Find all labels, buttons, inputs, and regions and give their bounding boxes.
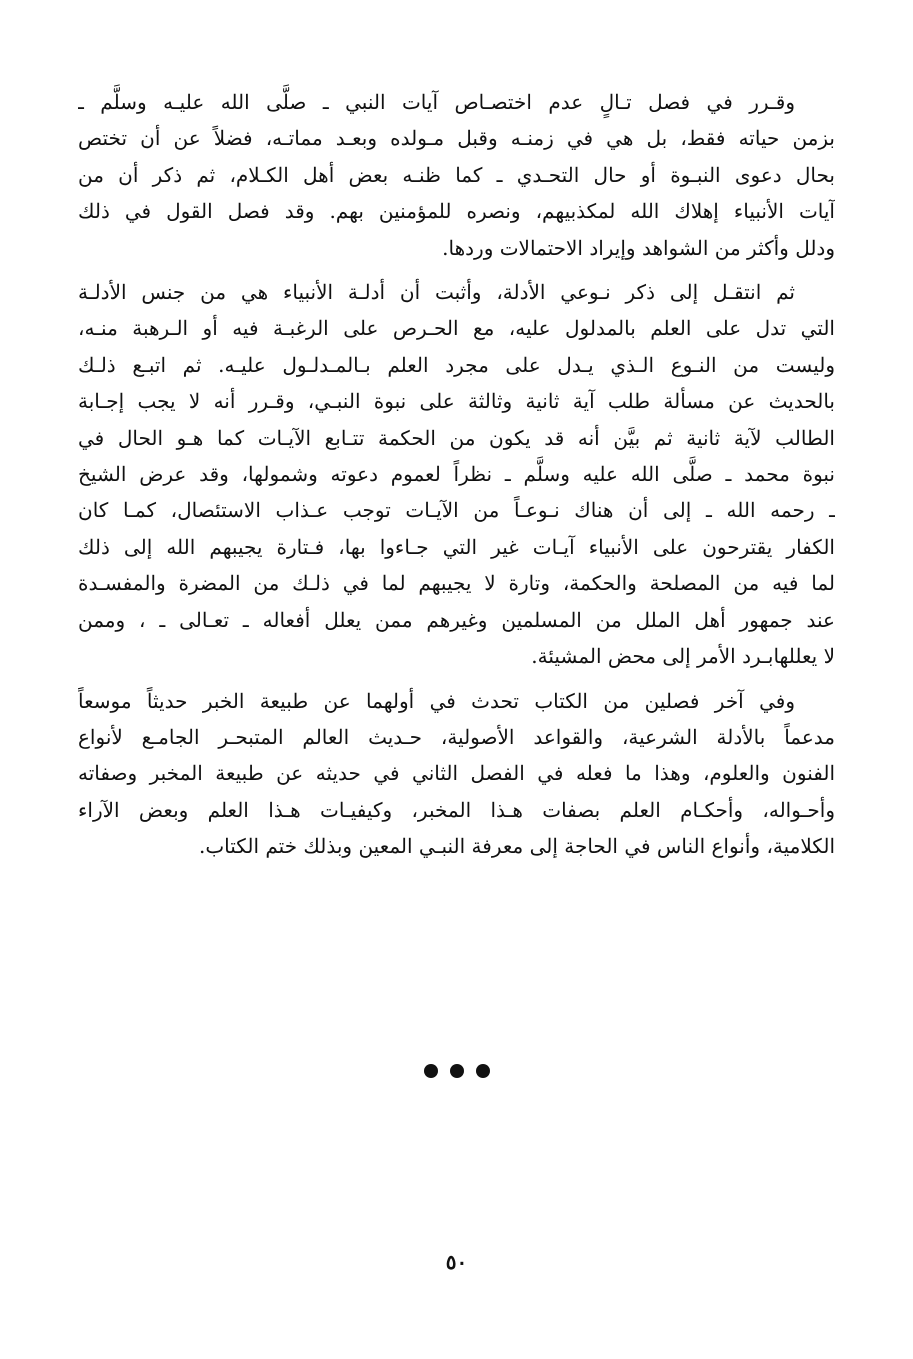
paragraph-1 (78, 84, 835, 266)
text-line: التي تدل على العلم بالمدلول عليه، مع الحـرص على الرغبـة فيه أو الـرهبة منـه، (78, 316, 835, 341)
page-number: ٥٠ (445, 1250, 468, 1274)
text-line: الكلامية، وأنواع الناس في الحاجة إلى معرفة النبـي المعين وبذلك ختم الكتاب. (198, 834, 835, 859)
text-line: ـ رحمه الله ـ إلى أن هناك نـوعـاً من الآيـات توجب عـذاب الاستئصال، كمـا كان (78, 498, 835, 523)
text-line: الكفار يقترحون على الأنبياء آيـات غير التي جـاءوا بها، فـتارة يجيبهم الله إلى ذلك (78, 534, 835, 559)
text-line: الطالب لآية ثانية ثم بيَّن أنه قد يكون من الحكمة تتـابع الآيـات كما هـو الحال في (78, 425, 835, 450)
text-line: بزمن حياته فقط، بل هي في زمنـه وقبل مـولده وبعـد مماتـه، فضلاً عن أن تختص (78, 126, 835, 151)
section-divider-ornament (0, 1064, 913, 1078)
paragraph-3 (78, 683, 835, 865)
text-line: وأحـواله، وأحكـام العلم بصفات هـذا المخبر، وكيفيـات هـذا العلم وبعض الآراء (78, 797, 835, 822)
text-line: آيات الأنبياء إهلاك الله لمكذبيهم، ونصره للمؤمنين بهم. وقد فصل القول في ذلك (78, 199, 835, 224)
text-line: وفي آخر فصلين من الكتاب تحدث في أولهما عن طبيعة الخبر حديثاً موسعاً (78, 688, 795, 713)
text-line: عند جمهور أهل الملل من المسلمين وغيرهم ممن يعلل أفعاله ـ تعـالى ـ ، وممن (78, 607, 835, 632)
divider-dot-icon (476, 1064, 490, 1078)
text-line: ثم انتقـل إلى ذكر نـوعي الأدلة، وأثبت أن أدلـة الأنبياء هي من جنس الأدلـة (78, 280, 795, 305)
text-line: ودلل وأكثر من الشواهد وإيراد الاحتمالات وردها. (442, 235, 835, 260)
text-line: نبوة محمد ـ صلَّى الله عليه وسلَّم ـ نظراً لعموم دعوته وشمولها، وقد عرض الشيخ (78, 462, 835, 487)
divider-dot-icon (424, 1064, 438, 1078)
divider-dot-icon (450, 1064, 464, 1078)
text-line: لما فيه من المصلحة والحكمة، وتارة لا يجيبهم لما في ذلـك من المضرة والمفسـدة (78, 571, 835, 596)
text-line: الفنون والعلوم، وهذا ما فعله في الفصل الثاني في حديثه عن طبيعة المخبر وصفاته (78, 761, 835, 786)
text-line: وليست من النـوع الـذي يـدل على مجرد العلم بـالمـدلـول عليـه. ثم اتبـع ذلـك (78, 352, 835, 377)
text-line: مدعماً بالأدلة الشرعية، والقواعد الأصولية، حـديث العالم المتبحـر الجامـع لأنواع (78, 724, 835, 749)
text-line: بحال دعوى النبـوة أو حال التحـدي ـ كما ظنـه بعض أهل الكـلام، ثم ذكر أن من (78, 162, 835, 187)
body-text (78, 84, 835, 865)
paragraph-2 (78, 274, 835, 674)
text-line: بالحديث عن مسألة طلب آية ثانية وثالثة على نبوة النبـي، وقـرر أنه لا يجب إجـابة (78, 389, 835, 414)
text-line: وقـرر في فصل تـالٍ عدم اختصـاص آيات النبي ـ صلَّى الله عليـه وسلَّم ـ (78, 90, 795, 114)
text-line: لا يعللهابـرد الأمر إلى محض المشيئة. (531, 644, 835, 669)
